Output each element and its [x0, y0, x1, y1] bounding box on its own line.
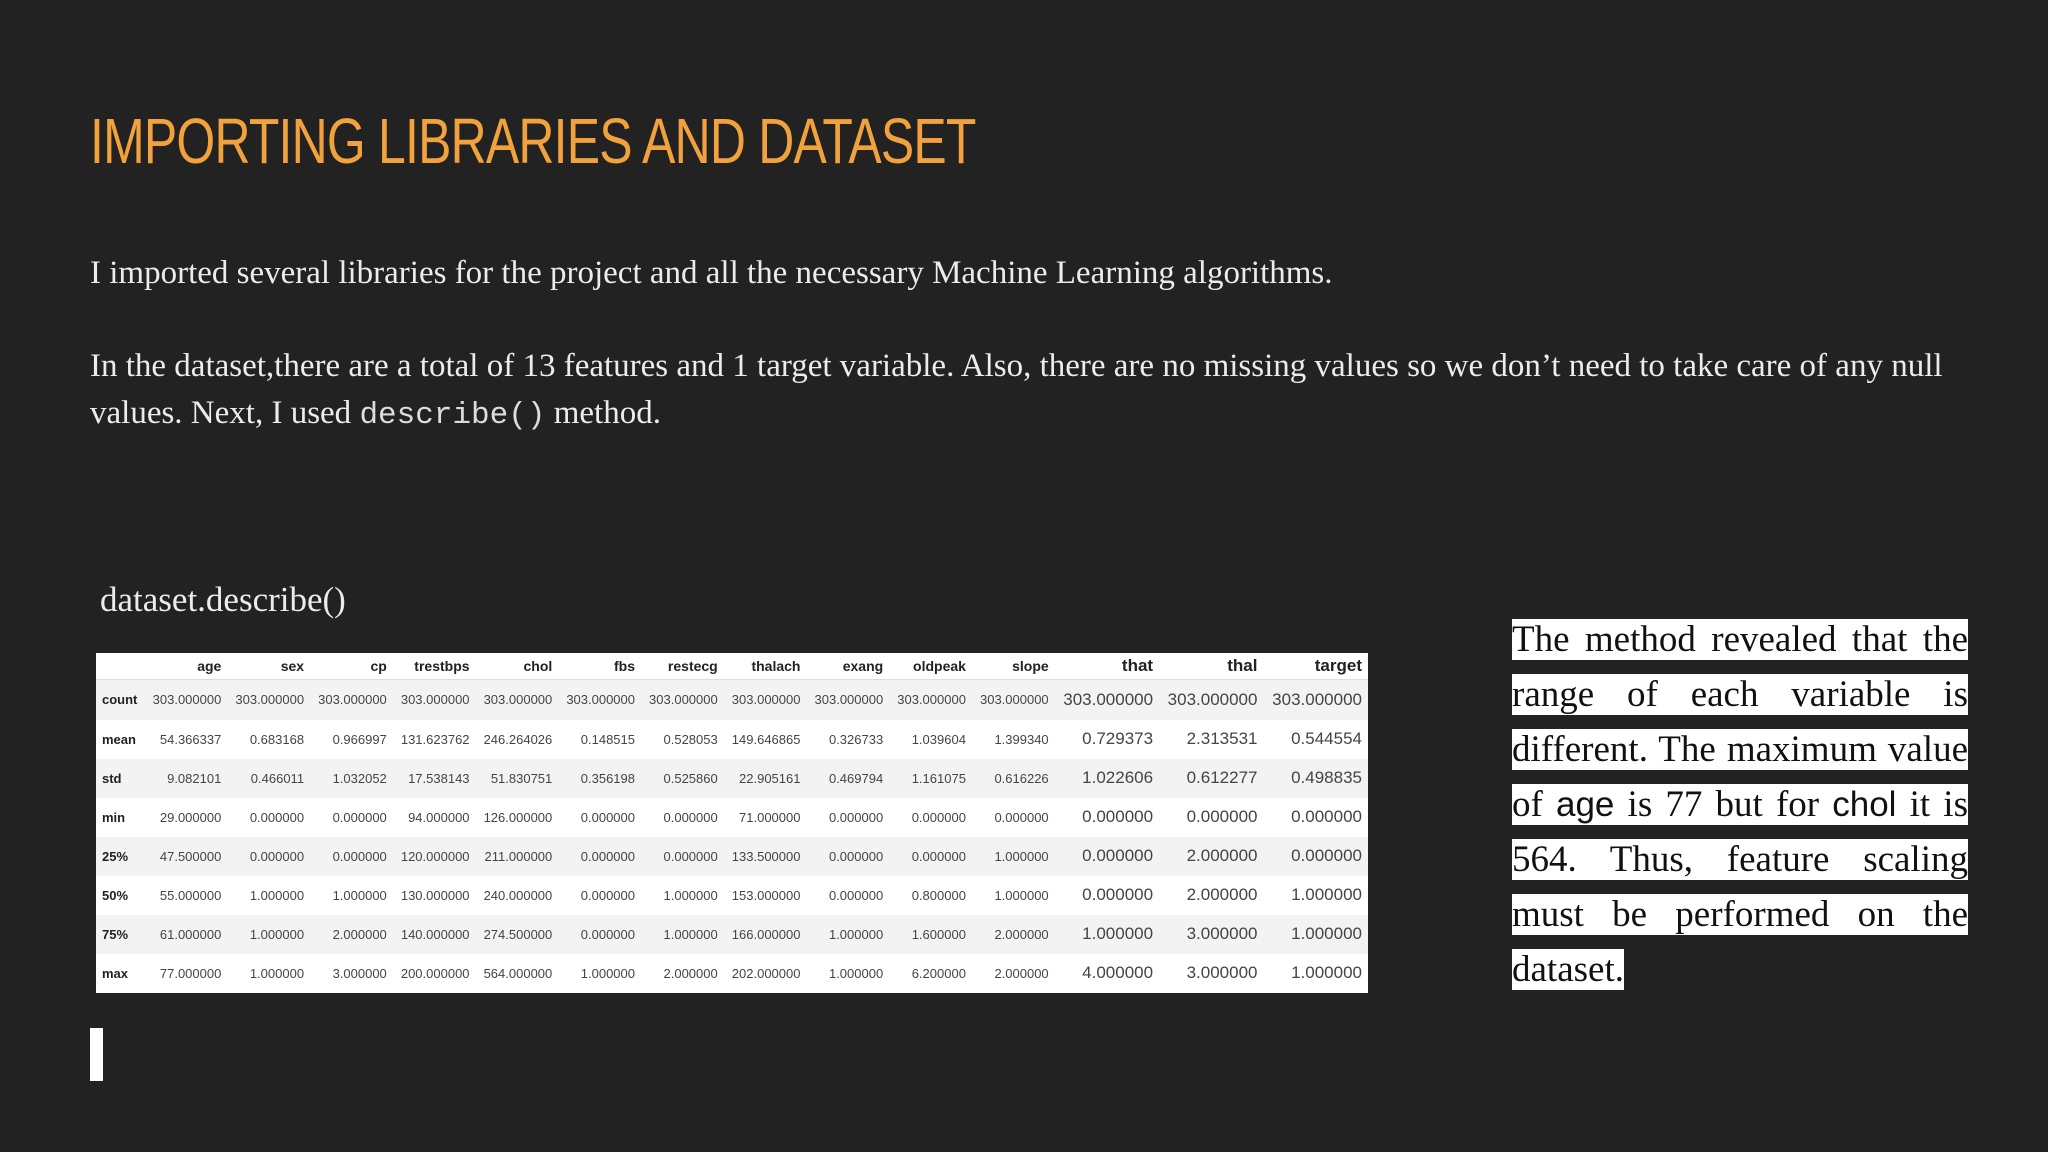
table-cell: 1.000000 [249, 965, 305, 981]
table-cell: 0.000000 [558, 915, 641, 954]
table-cell: 1.000000 [994, 887, 1049, 903]
column-header: thalach [724, 653, 807, 680]
table-cell: 133.500000 [724, 837, 807, 876]
table-cell: 3.000000 [1186, 963, 1258, 983]
table-cell: 1.000000 [1291, 885, 1362, 905]
table-cell: 0.000000 [1263, 837, 1368, 876]
table-cell: 9.082101 [145, 759, 228, 798]
table-cell: 4.000000 [1082, 963, 1154, 983]
table-cell: 1.161075 [889, 759, 972, 798]
table-cell: 2.000000 [310, 915, 393, 954]
table-cell: 1.000000 [663, 887, 718, 903]
intro-text: I imported several libraries for the project and all the necessary Machine Learning algorithms. [90, 255, 1333, 291]
table-cell: 29.000000 [159, 809, 222, 825]
table-cell: 0.525860 [641, 759, 724, 798]
column-header: sex [227, 653, 310, 680]
column-header: cp [310, 653, 393, 680]
table-cell: 1.600000 [889, 915, 972, 954]
table-cell: 303.000000 [1263, 680, 1368, 720]
dataset-text-end: method. [545, 395, 661, 431]
column-header: chol [476, 653, 559, 680]
row-header: std [96, 759, 145, 798]
table-row [96, 837, 1368, 876]
table-cell: 303.000000 [972, 680, 1055, 720]
table-row [96, 798, 1368, 837]
side-note [1512, 612, 1968, 997]
table-cell: 0.000000 [310, 837, 393, 876]
table-cell: 1.039604 [911, 731, 966, 747]
table-row [96, 720, 1368, 759]
table-cell: 1.000000 [249, 887, 305, 903]
table-cell: 1.000000 [332, 887, 387, 903]
table-cell: 303.000000 [641, 680, 724, 720]
table-row [96, 915, 1368, 954]
table-cell: 3.000000 [1159, 915, 1263, 954]
table-cell: 0.498835 [1263, 759, 1368, 798]
table-row [96, 759, 1368, 798]
table-cell: 166.000000 [724, 915, 807, 954]
table-cell: 1.000000 [972, 837, 1055, 876]
describe-table-image [96, 653, 1368, 993]
table-cell: 0.544554 [1291, 729, 1362, 749]
table-row [96, 954, 1368, 993]
table-cell: 240.000000 [483, 887, 553, 903]
table-cell: 0.000000 [558, 837, 641, 876]
row-header: 25% [96, 837, 145, 876]
table-cell: 0.000000 [249, 809, 305, 825]
column-header: age [145, 653, 228, 680]
table-cell: 0.000000 [1055, 837, 1159, 876]
table-cell: 564.000000 [483, 965, 553, 981]
table-cell: 0.000000 [580, 809, 635, 825]
table-cell: 17.538143 [393, 759, 476, 798]
table-cell: 131.623762 [400, 731, 470, 747]
table-cell: 3.000000 [332, 965, 387, 981]
column-header: thal [1159, 653, 1263, 680]
table-cell: 303.000000 [558, 680, 641, 720]
table-cell: 2.000000 [663, 965, 718, 981]
column-header: oldpeak [889, 653, 972, 680]
table-cell: 0.000000 [580, 887, 635, 903]
table-cell: 1.000000 [828, 965, 884, 981]
table-cell: 0.000000 [828, 887, 884, 903]
table-cell: 2.000000 [994, 965, 1049, 981]
table-cell: 0.000000 [332, 809, 387, 825]
table-cell: 77.000000 [159, 965, 222, 981]
row-header: max [102, 965, 129, 981]
table-cell: 6.200000 [911, 965, 966, 981]
row-header: count [96, 680, 145, 720]
column-header: trestbps [393, 653, 476, 680]
table-cell: 0.683168 [249, 731, 305, 747]
table-cell: 200.000000 [400, 965, 470, 981]
side-note-age: age [1555, 785, 1615, 824]
table-cell: 2.000000 [972, 915, 1055, 954]
table-cell: 0.356198 [558, 759, 641, 798]
table-cell: 1.000000 [1291, 963, 1362, 983]
table-cell: 303.000000 [476, 680, 559, 720]
table-cell: 1.022606 [1055, 759, 1159, 798]
side-note-part3: it is 564. Thus, feature scaling must be performed on the dataset. [1512, 784, 1968, 990]
text-cursor [90, 1028, 103, 1081]
table-cell: 0.729373 [1082, 729, 1154, 749]
table-cell: 274.500000 [476, 915, 559, 954]
table-cell: 303.000000 [1159, 680, 1263, 720]
table-cell: 1.000000 [1263, 915, 1368, 954]
table-cell: 0.000000 [1186, 807, 1258, 827]
side-note-part1: The method revealed that the range of each variable is different. The maximum value of [1512, 619, 1968, 825]
table-cell: 0.000000 [806, 837, 889, 876]
table-cell: 1.399340 [994, 731, 1049, 747]
row-header: 75% [96, 915, 145, 954]
describe-table [96, 653, 1368, 993]
table-cell: 0.528053 [663, 731, 718, 747]
table-cell: 303.000000 [889, 680, 972, 720]
table-cell: 0.000000 [1082, 885, 1154, 905]
table-cell: 303.000000 [145, 680, 228, 720]
table-cell: 61.000000 [145, 915, 228, 954]
column-header: that [1055, 653, 1159, 680]
table-cell: 303.000000 [806, 680, 889, 720]
table-cell: 0.469794 [806, 759, 889, 798]
side-note-text [1512, 619, 1968, 990]
table-cell: 1.000000 [580, 965, 635, 981]
table-cell: 149.646865 [731, 731, 801, 747]
table-cell: 2.000000 [1186, 885, 1258, 905]
table-cell: 1.000000 [227, 915, 310, 954]
table-cell: 0.966997 [332, 731, 387, 747]
column-header: exang [806, 653, 889, 680]
table-cell: 1.000000 [806, 915, 889, 954]
table-cell: 120.000000 [393, 837, 476, 876]
column-header: target [1263, 653, 1368, 680]
table-cell: 140.000000 [393, 915, 476, 954]
table-cell: 246.264026 [483, 731, 553, 747]
intro-paragraph [90, 250, 1970, 297]
column-header: restecg [641, 653, 724, 680]
table-cell: 303.000000 [1055, 680, 1159, 720]
describe-code: describe() [359, 398, 546, 433]
table-cell: 0.000000 [1291, 807, 1362, 827]
row-header: mean [102, 731, 136, 747]
code-label: dataset.describe() [100, 580, 346, 619]
table-cell: 54.366337 [159, 731, 222, 747]
side-note-part2: is 77 but for [1614, 784, 1833, 825]
table-header-row [96, 653, 1368, 680]
table-cell: 0.000000 [889, 837, 972, 876]
table-cell: 1.032052 [310, 759, 393, 798]
table-cell: 202.000000 [731, 965, 801, 981]
table-cell: 94.000000 [408, 809, 470, 825]
table-cell: 0.612277 [1159, 759, 1263, 798]
table-cell: 0.000000 [994, 809, 1049, 825]
table-cell: 71.000000 [739, 809, 801, 825]
table-cell: 2.000000 [1159, 837, 1263, 876]
row-header: 50% [102, 887, 129, 903]
table-cell: 0.000000 [911, 809, 966, 825]
table-cell: 2.313531 [1186, 729, 1258, 749]
table-cell: 211.000000 [476, 837, 559, 876]
table-cell: 1.000000 [641, 915, 724, 954]
column-header: fbs [558, 653, 641, 680]
table-cell: 0.616226 [972, 759, 1055, 798]
side-note-chol: chol [1832, 785, 1897, 824]
column-header: slope [972, 653, 1055, 680]
table-cell: 0.326733 [828, 731, 884, 747]
table-row [96, 680, 1368, 720]
table-cell: 303.000000 [724, 680, 807, 720]
table-cell: 0.000000 [641, 837, 724, 876]
table-cell: 303.000000 [393, 680, 476, 720]
table-cell: 55.000000 [159, 887, 222, 903]
dataset-text-start: In the dataset,there are a total of 13 features and 1 target variable. Also, there are no missing values so we don’t need to take care of any null values. Next, I used [90, 348, 1943, 431]
table-cell: 0.000000 [828, 809, 884, 825]
table-cell: 0.000000 [663, 809, 718, 825]
table-cell: 0.800000 [911, 887, 966, 903]
table-cell: 303.000000 [227, 680, 310, 720]
slide-title: IMPORTING LIBRARIES AND DATASET [90, 105, 976, 177]
table-cell: 303.000000 [310, 680, 393, 720]
table-cell: 0.000000 [227, 837, 310, 876]
column-header [96, 653, 145, 680]
table-cell: 130.000000 [400, 887, 470, 903]
table-cell: 1.000000 [1055, 915, 1159, 954]
table-cell: 22.905161 [724, 759, 807, 798]
table-row [96, 876, 1368, 915]
table-cell: 51.830751 [476, 759, 559, 798]
dataset-paragraph [90, 343, 1970, 439]
table-cell: 0.148515 [580, 731, 635, 747]
table-cell: 0.466011 [227, 759, 310, 798]
table-cell: 153.000000 [731, 887, 801, 903]
table-cell: 0.000000 [1082, 807, 1154, 827]
table-cell: 126.000000 [483, 809, 553, 825]
row-header: min [102, 809, 126, 825]
table-cell: 47.500000 [145, 837, 228, 876]
